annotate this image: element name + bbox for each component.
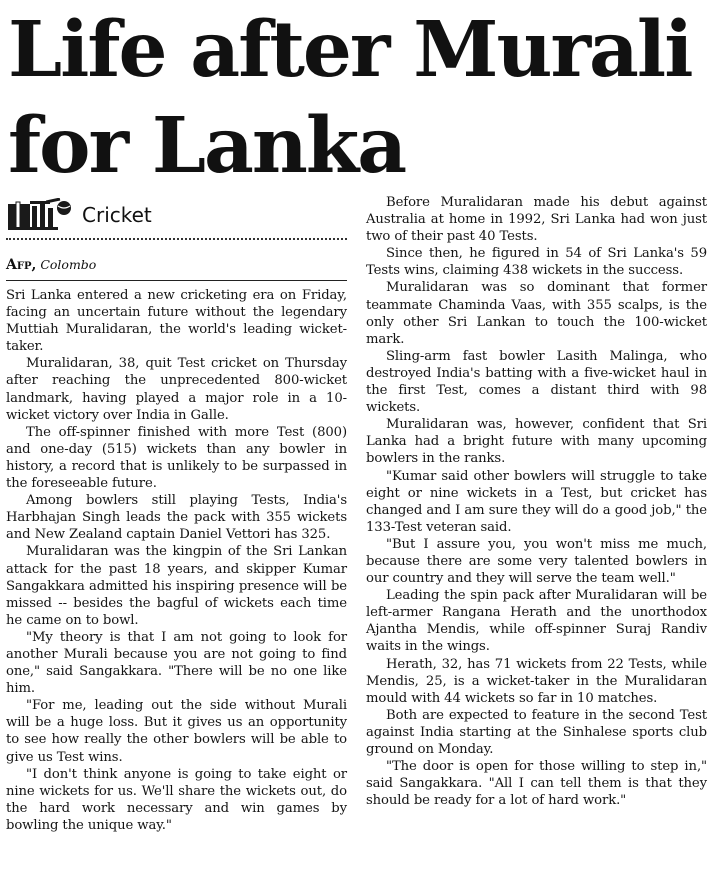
article-paragraph: Both are expected to feature in the second Test against India starting at the Sinhalese sports club ground on Monday.	[366, 707, 707, 757]
article-paragraph: Leading the spin pack after Muralidaran will be left-armer Rangana Herath and the unorthodox Ajantha Mendis, while off-spinner Suraj Randiv waits in the wings.	[366, 588, 707, 655]
headline: Life after Murali for Lanka	[8, 5, 692, 191]
left-column	[6, 198, 347, 834]
article-paragraph: "My theory is that I am not going to look for another Murali because you are not going to find one," said Sangakkara. "There will be no one like him.	[6, 629, 347, 697]
article-paragraph: Muralidaran, 38, quit Test cricket on Thursday after reaching the unprecedented 800-wicket landmark, having played a major role in a 10-wicket victory over India in Galle.	[6, 356, 347, 423]
byline-agency: Afp,	[6, 257, 37, 273]
section-header	[6, 198, 347, 234]
article-paragraph: Herath, 32, has 71 wickets from 22 Tests, while Mendis, 25, is a wicket-taker in the Muralidaran mould with 44 wickets so far in 10 matches.	[366, 656, 707, 706]
article-paragraph: Before Muralidaran made his debut against Australia at home in 1992, Sri Lanka had won just two of their past 40 Tests.	[366, 195, 707, 245]
article-paragraph: Muralidaran was, however, confident that Sri Lanka had a bright future with many upcoming bowlers in the ranks.	[366, 417, 707, 467]
article-paragraph: "For me, leading out the side without Murali will be a huge loss. But it gives us an opportunity to see how really the other bowlers will be able to give us Test wins.	[6, 698, 347, 765]
left-column-body	[6, 287, 347, 834]
article-paragraph: Muralidaran was so dominant that former teammate Chaminda Vaas, with 355 scalps, is the only other Sri Lankan to touch the 100-wicket mark.	[366, 280, 707, 347]
byline-place: Colombo	[40, 257, 97, 272]
article-paragraph: "I don't think anyone is going to take eight or nine wickets for us. We'll share the wickets out, do the hard work necessary and win games by bowling the unique way."	[6, 766, 347, 833]
byline	[6, 254, 347, 276]
article-paragraph: Among bowlers still playing Tests, India's Harbhajan Singh leads the pack with 355 wickets and New Zealand captain Daniel Vettori has 325.	[6, 493, 347, 543]
section-divider	[6, 238, 347, 240]
article-paragraph: The off-spinner finished with more Test (800) and one-day (515) wickets than any bowler in history, a record that is unlikely to be surpassed in the foreseeable future.	[6, 424, 347, 492]
article-paragraph: Sri Lanka entered a new cricketing era on Friday, facing an uncertain future without the legendary Muttiah Muralidaran, the world's leading wicket-taker.	[6, 288, 347, 355]
article-paragraph: "Kumar said other bowlers will struggle to take eight or nine wickets in a Test, but cricket has changed and I am sure they will do a good job," the 133-Test veteran said.	[366, 468, 707, 535]
article-paragraph: Muralidaran was the kingpin of the Sri Lankan attack for the past 18 years, and skipper Kumar Sangakkara admitted his inspiring presence will be missed -- besides the bagful of wickets each time he came on to bowl.	[6, 544, 347, 628]
article-paragraph: "But I assure you, you won't miss me much, because there are some very talented bowlers in our country and they will serve the team well."	[366, 536, 707, 587]
byline-divider	[6, 280, 347, 281]
article-paragraph: "The door is open for those willing to step in," said Sangakkara. "All I can tell them is that they should be ready for a lot of hard work."	[366, 759, 707, 809]
cricket-stumps-ball-icon	[8, 198, 78, 230]
article-paragraph: Sling-arm fast bowler Lasith Malinga, who destroyed India's batting with a five-wicket haul in the first Test, comes a distant third with 98 wickets.	[366, 348, 707, 416]
right-column	[366, 194, 707, 809]
article-paragraph: Since then, he figured in 54 of Sri Lanka's 59 Tests wins, claiming 438 wickets in the success.	[366, 246, 707, 279]
section-label: Cricket	[82, 203, 152, 227]
